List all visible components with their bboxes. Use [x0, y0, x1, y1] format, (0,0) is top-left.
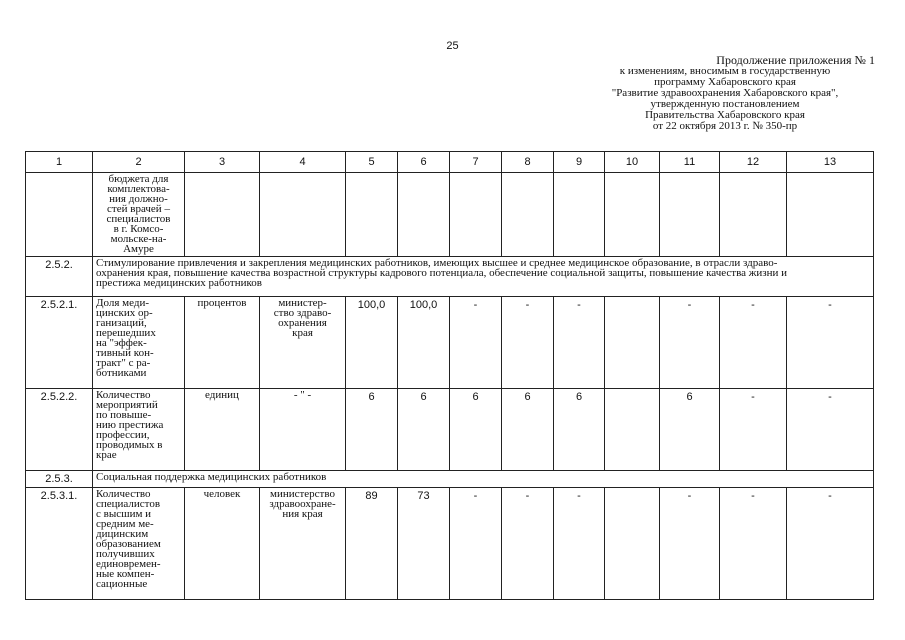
appendix-title: Продолжение приложения № 1 — [716, 53, 875, 67]
row-code: 2.5.2.1. — [26, 297, 93, 389]
heading-line: программу Хабаровского края — [654, 76, 796, 88]
column-number-row — [26, 152, 874, 173]
executor: министер- ство здраво- охранения края — [260, 297, 346, 389]
value-cell: 100,0 — [346, 297, 398, 389]
section-row — [26, 471, 874, 488]
table-row — [26, 389, 874, 471]
indicators-table — [25, 151, 874, 600]
value-cell: - — [787, 488, 874, 600]
value-cell: 6 — [660, 389, 720, 471]
column-header: 3 — [185, 152, 260, 173]
value-cell: - — [660, 488, 720, 600]
unit: процентов — [185, 297, 260, 389]
column-header: 8 — [502, 152, 554, 173]
table-row — [26, 297, 874, 389]
value-cell: - — [554, 297, 605, 389]
value-cell: - — [787, 297, 874, 389]
value-cell: 6 — [346, 389, 398, 471]
value-cell: - — [450, 488, 502, 600]
value-cell: 100,0 — [398, 297, 450, 389]
heading-line: "Развитие здравоохранения Хабаровского края", — [611, 87, 839, 99]
value-cell: 6 — [398, 389, 450, 471]
column-header: 1 — [26, 152, 93, 173]
column-header: 6 — [398, 152, 450, 173]
value-cell: - — [502, 297, 554, 389]
value-cell: 6 — [450, 389, 502, 471]
heading-line: к изменениям, вносимым в государственную — [619, 65, 831, 77]
value-cell: - — [720, 297, 787, 389]
column-header: 5 — [346, 152, 398, 173]
heading-line: Правительства Хабаровского края — [645, 109, 805, 121]
value-cell: 73 — [398, 488, 450, 600]
value-cell — [605, 488, 660, 600]
table-row — [26, 173, 874, 257]
value-cell: - — [720, 488, 787, 600]
section-title: Стимулирование привлечения и закрепления медицинских работников, имеющих высшее и среднее медицинское образование, в отрасли здраво- охранения края, повышение качества возрастной структуры кадрового потенциала, обеспечение социальной защиты, повышение качества жизни и престижа медицинских работников — [93, 257, 874, 297]
section-title: Социальная поддержка медицинских работников — [93, 471, 874, 488]
value-cell: - — [787, 389, 874, 471]
value-cell: - — [450, 297, 502, 389]
column-header: 13 — [787, 152, 874, 173]
value-cell: - — [554, 488, 605, 600]
heading-line: утвержденную постановлением — [650, 98, 800, 110]
executor: министерство здравоохране- ния края — [260, 488, 346, 600]
page-number: 25 — [446, 40, 459, 52]
executor: - " - — [260, 389, 346, 471]
unit: человек — [185, 488, 260, 600]
value-cell: 6 — [554, 389, 605, 471]
value-cell — [605, 297, 660, 389]
value-cell: 89 — [346, 488, 398, 600]
heading-line: от 22 октября 2013 г. № 350-пр — [652, 120, 798, 132]
section-row — [26, 257, 874, 297]
indicator-name: Количество специалистов с высшим и средним ме- дицинским образованием получивших единовремен- ные компен- сационные — [93, 488, 185, 600]
column-header: 11 — [660, 152, 720, 173]
column-header: 4 — [260, 152, 346, 173]
indicator-name: Количество мероприятий по повыше- нию престижа профессии, проводимых в крае — [93, 389, 185, 471]
unit: единиц — [185, 389, 260, 471]
column-header: 12 — [720, 152, 787, 173]
value-cell: - — [660, 297, 720, 389]
appendix-heading — [560, 55, 890, 132]
column-header: 2 — [93, 152, 185, 173]
column-header: 10 — [605, 152, 660, 173]
row-code: 2.5.3.1. — [26, 488, 93, 600]
value-cell — [605, 389, 660, 471]
value-cell: - — [502, 488, 554, 600]
section-code: 2.5.2. — [26, 257, 93, 297]
section-code: 2.5.3. — [26, 471, 93, 488]
column-header: 9 — [554, 152, 605, 173]
value-cell: - — [720, 389, 787, 471]
column-header: 7 — [450, 152, 502, 173]
table-row — [26, 488, 874, 600]
value-cell: 6 — [502, 389, 554, 471]
indicator-name: бюджета для комплектова- ния должно- стей врачей – специалистов в г. Комсо- мольске-на- Амуре — [93, 173, 185, 257]
row-code: 2.5.2.2. — [26, 389, 93, 471]
indicator-name: Доля меди- цинских ор- ганизаций, перешедших на "эффек- тивный кон- тракт" с ра- ботниками — [93, 297, 185, 389]
